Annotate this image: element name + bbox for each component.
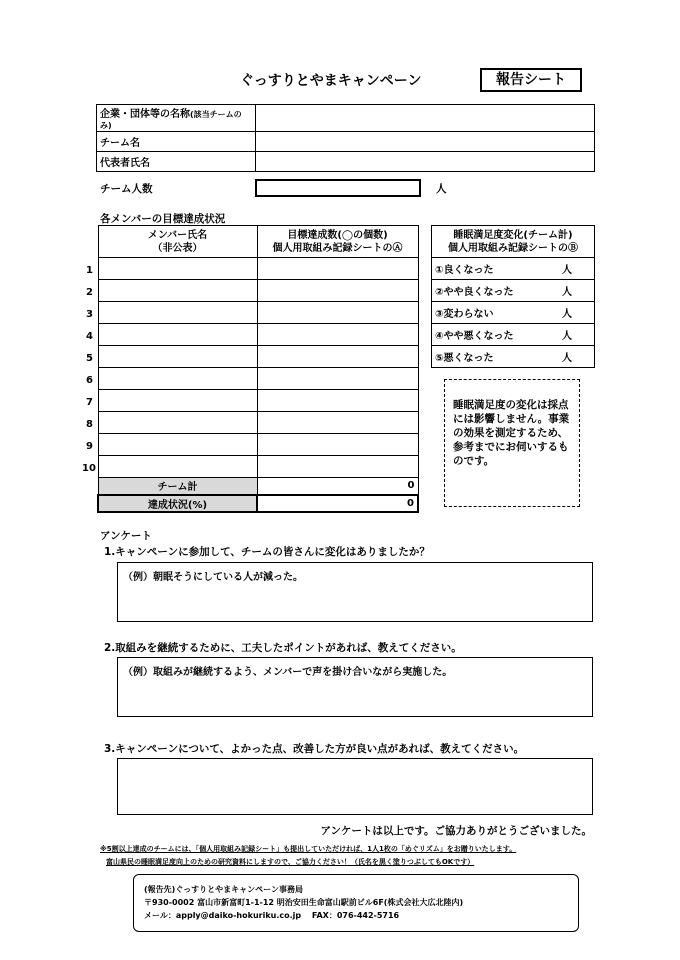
sleep-row-label: ④やや悪くなった: [432, 324, 547, 346]
sleep-row-unit[interactable]: 人: [546, 302, 594, 324]
member-name-cell[interactable]: [98, 412, 257, 434]
goal-count-cell[interactable]: [257, 412, 418, 434]
sleep-row-label: ③変わらない: [432, 302, 547, 324]
goal-count-cell[interactable]: [257, 280, 418, 302]
footnote-2: 富山県民の睡眠満足度向上のための研究資料にしますので、ご協力ください！（氏名を黒く塗りつぶしてもOKです）: [106, 858, 475, 866]
member-name-cell[interactable]: [98, 368, 257, 390]
contact-line-2: 〒930-0002 富山市新富町1-1-12 明治安田生命富山駅前ビル6F(株式会社大広北陸内): [144, 898, 464, 907]
sleep-row-label: ⑤悪くなった: [432, 346, 547, 368]
member-name-cell[interactable]: [98, 258, 257, 280]
sleep-note: 睡眠満足度の変化は採点には影響しません。事業の効果を測定するため、参考までにお伺いするものです。: [444, 379, 580, 507]
sleep-row-unit[interactable]: 人: [546, 346, 594, 368]
contact-box: [133, 874, 579, 932]
achievement-rate-label: 達成状況(%): [98, 495, 257, 512]
row-number: 10: [82, 463, 96, 474]
question-2: 2.取組みを継続するために、工夫したポイントがあれば、教えてください。: [104, 642, 462, 654]
member-name-header: メンバー氏名 （非公表）: [98, 226, 257, 258]
sleep-row-unit[interactable]: 人: [546, 258, 594, 280]
team-count-unit: 人: [436, 183, 447, 195]
row-number: 7: [86, 397, 93, 408]
member-name-cell[interactable]: [98, 390, 257, 412]
answer-2-field[interactable]: （例）取組みが継続するよう、メンバーで声を掛け合いながら実施した。: [117, 657, 593, 717]
sleep-row-unit[interactable]: 人: [546, 324, 594, 346]
members-section-title: 各メンバーの目標達成状況: [100, 213, 226, 225]
goal-count-cell[interactable]: [257, 324, 418, 346]
goal-count-cell[interactable]: [257, 258, 418, 280]
sleep-row-label: ②やや良くなった: [432, 280, 547, 302]
representative-field[interactable]: [256, 152, 595, 172]
sleep-table: [431, 225, 595, 368]
goal-count-cell[interactable]: [257, 302, 418, 324]
member-name-cell[interactable]: [98, 346, 257, 368]
team-count-label: チーム人数: [100, 183, 153, 195]
row-number: 1: [86, 265, 93, 276]
row-number: 3: [86, 309, 93, 320]
question-3: 3.キャンペーンについて、よかった点、改善した方が良い点があれば、教えてください。: [104, 743, 525, 755]
sleep-row-unit[interactable]: 人: [546, 280, 594, 302]
team-name-field[interactable]: [256, 132, 595, 152]
goal-count-cell[interactable]: [257, 368, 418, 390]
report-sheet-badge: 報告シート: [480, 68, 582, 92]
goal-count-header: 目標達成数(◯の個数) 個人用取組み記録シートのⒶ: [257, 226, 418, 258]
team-total-value: 0: [257, 478, 418, 495]
goal-count-cell[interactable]: [257, 434, 418, 456]
team-count-field[interactable]: [255, 179, 421, 197]
page-title: ぐっすりとやまキャンペーン: [240, 73, 422, 89]
thanks-message: アンケートは以上です。ご協力ありがとうございました。: [320, 825, 592, 837]
team-total-label: チーム計: [98, 478, 257, 495]
goal-count-cell[interactable]: [257, 346, 418, 368]
row-number: 9: [86, 441, 93, 452]
sleep-header: 睡眠満足度変化(チーム計) 個人用取組み記録シートのⒷ: [432, 226, 595, 258]
info-table: [96, 104, 595, 172]
org-label-cell: 企業・団体等の名称(該当チームのみ): [97, 105, 256, 132]
member-name-cell[interactable]: [98, 280, 257, 302]
members-table: [97, 225, 419, 513]
team-name-label: チーム名: [97, 132, 256, 152]
contact-line-1: (報告先)ぐっすりとやまキャンペーン事務局: [144, 885, 303, 894]
member-name-cell[interactable]: [98, 456, 257, 478]
question-1: 1.キャンペーンに参加して、チームの皆さんに変化はありましたか？: [104, 546, 430, 558]
sleep-row-label: ①良くなった: [432, 258, 547, 280]
goal-count-cell[interactable]: [257, 390, 418, 412]
row-number: 6: [86, 375, 93, 386]
survey-title: アンケート: [100, 530, 152, 542]
member-name-cell[interactable]: [98, 434, 257, 456]
row-number: 4: [86, 331, 93, 342]
member-name-cell[interactable]: [98, 302, 257, 324]
footnote-1: ※5割以上達成のチームには、「個人用取組み記録シート」も提出していただければ、1人1枚の「めぐリズム」をお贈りいたします。: [100, 845, 517, 853]
answer-3-field[interactable]: [117, 758, 593, 815]
contact-line-3: メール：apply@daiko-hokuriku.co.jp FAX：076-442-5716: [144, 911, 400, 920]
goal-count-cell[interactable]: [257, 456, 418, 478]
row-number: 8: [86, 419, 93, 430]
org-name-field[interactable]: [256, 105, 595, 132]
answer-1-field[interactable]: （例）朝眠そうにしている人が減った。: [117, 562, 593, 622]
row-number: 5: [86, 353, 93, 364]
representative-label: 代表者氏名: [97, 152, 256, 172]
row-number: 2: [86, 287, 93, 298]
achievement-rate-value: 0: [257, 495, 418, 512]
member-name-cell[interactable]: [98, 324, 257, 346]
